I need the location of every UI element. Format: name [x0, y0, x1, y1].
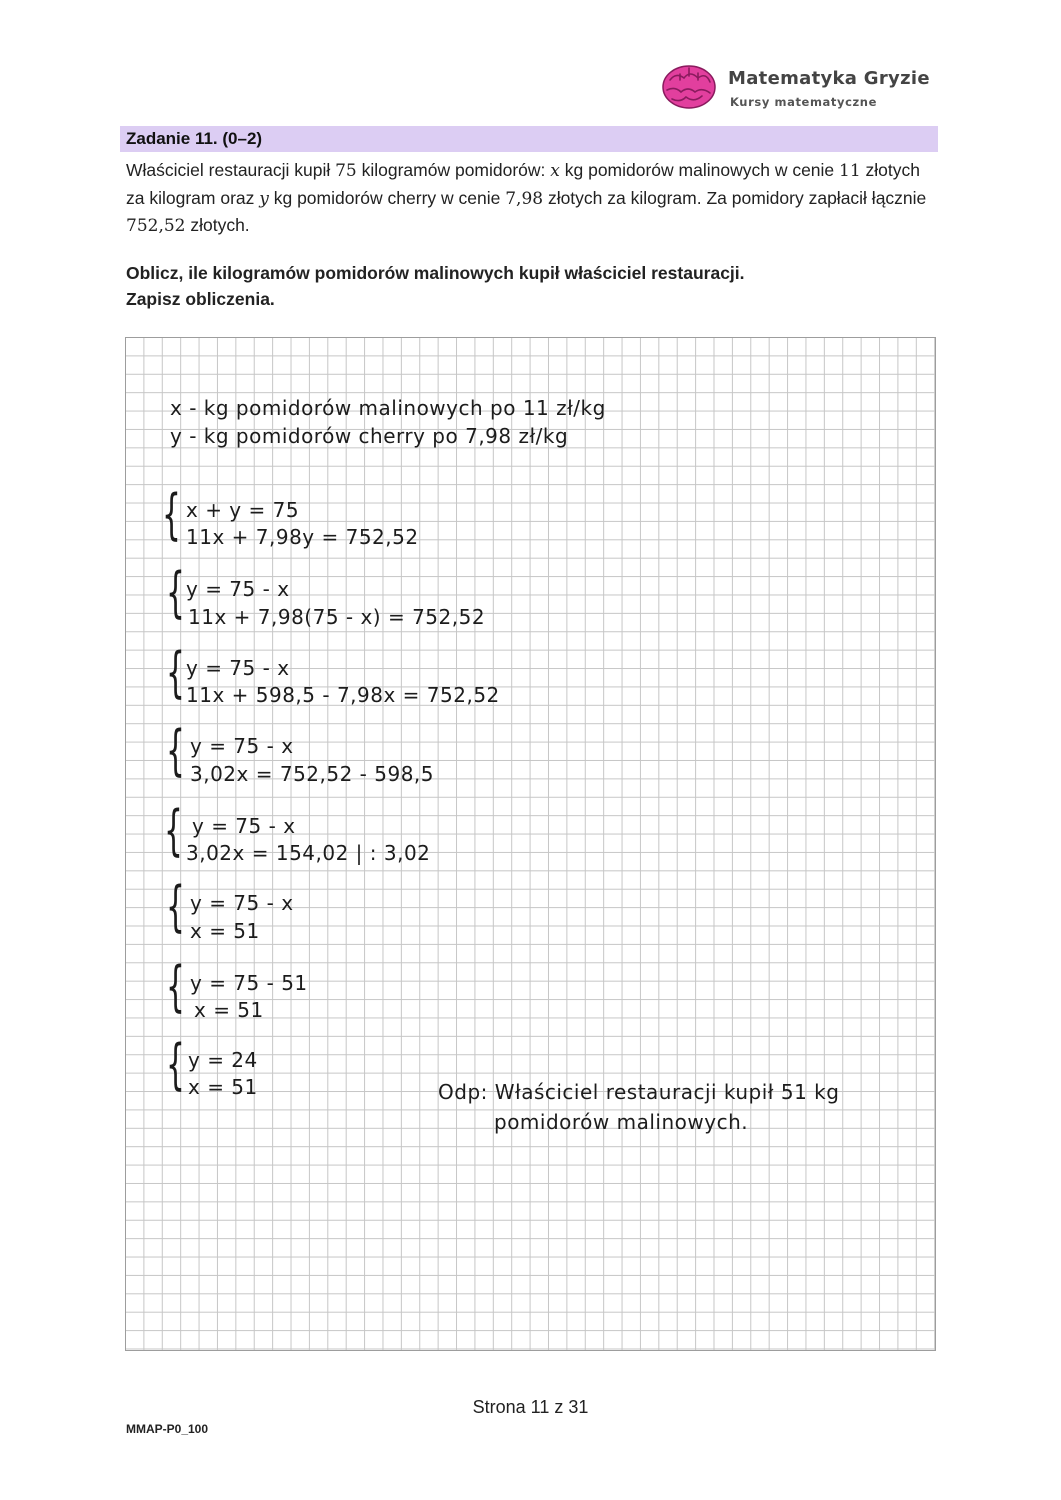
system-8-eq-1: y = 24 — [188, 1048, 258, 1072]
instruction-line-2: Zapisz obliczenia. — [126, 289, 275, 309]
task-title: Zadanie 11. (0–2) — [126, 129, 263, 148]
system-brace: { — [164, 799, 183, 862]
number-11: 11 — [839, 161, 861, 181]
answer-line-2: pomidorów malinowych. — [494, 1110, 749, 1134]
system-6-eq-1: y = 75 - x — [190, 891, 294, 915]
task-text-part: złotych. — [185, 215, 250, 235]
system-4-eq-2: 3,02x = 752,52 - 598,5 — [190, 762, 435, 786]
system-7-eq-1: y = 75 - 51 — [190, 971, 308, 995]
page-number: Strona 11 z 31 — [472, 1397, 589, 1417]
logo-title: Matematyka Gryzie — [728, 68, 930, 89]
variable-y: y — [259, 188, 269, 209]
brain-icon — [660, 62, 718, 112]
system-brace: { — [166, 1033, 185, 1096]
logo — [660, 60, 940, 120]
task-text — [126, 157, 936, 240]
task-text-part: kilogramów pomidorów: — [356, 160, 551, 180]
system-brace: { — [166, 641, 185, 704]
definition-x: x - kg pomidorów malinowych po 11 zł/kg — [170, 396, 606, 420]
definition-y: y - kg pomidorów cherry po 7,98 zł/kg — [170, 424, 569, 448]
system-brace: { — [166, 875, 185, 938]
system-8-eq-2: x = 51 — [188, 1075, 258, 1099]
system-6-eq-2: x = 51 — [190, 919, 260, 943]
system-brace: { — [166, 719, 185, 782]
exam-code: MMAP-P0_100 — [126, 1422, 209, 1436]
instruction-line-1: Oblicz, ile kilogramów pomidorów malinowych kupił właściciel restauracji. — [126, 263, 745, 283]
system-3-eq-2: 11x + 598,5 - 7,98x = 752,52 — [186, 683, 500, 707]
task-text-part: kg pomidorów malinowych w cenie — [559, 160, 840, 180]
system-brace: { — [166, 955, 185, 1018]
answer-grid — [125, 337, 936, 1351]
system-1-eq-1: x + y = 75 — [186, 498, 300, 522]
task-text-part: Właściciel restauracji kupił — [126, 160, 336, 180]
system-2-eq-2: 11x + 7,98(75 - x) = 752,52 — [188, 605, 486, 629]
answer-line-1: Odp: Właściciel restauracji kupił 51 kg — [438, 1080, 840, 1104]
number-752-52: 752,52 — [126, 216, 186, 236]
task-header — [120, 126, 938, 152]
variable-x: x — [550, 161, 560, 181]
system-2-eq-1: y = 75 - x — [186, 577, 290, 601]
system-4-eq-1: y = 75 - x — [190, 734, 294, 758]
number-7-98: 7,98 — [505, 188, 544, 209]
number-75: 75 — [335, 161, 357, 181]
task-text-part: złotych za kilogram oraz — [126, 160, 920, 208]
system-7-eq-2: x = 51 — [194, 998, 264, 1022]
logo-subtitle: Kursy matematyczne — [730, 95, 877, 109]
task-instruction — [126, 260, 745, 312]
task-text-part: złotych za kilogram. Za pomidory zapłacił łącznie — [543, 187, 927, 208]
system-3-eq-1: y = 75 - x — [186, 656, 290, 680]
system-5-eq-1: y = 75 - x — [192, 814, 296, 838]
task-text-part: kg pomidorów cherry w cenie — [268, 187, 506, 208]
system-brace: { — [166, 561, 185, 624]
system-1-eq-2: 11x + 7,98y = 752,52 — [186, 525, 419, 549]
system-brace: { — [162, 483, 181, 546]
system-5-eq-2: 3,02x = 154,02 | : 3,02 — [186, 841, 431, 865]
